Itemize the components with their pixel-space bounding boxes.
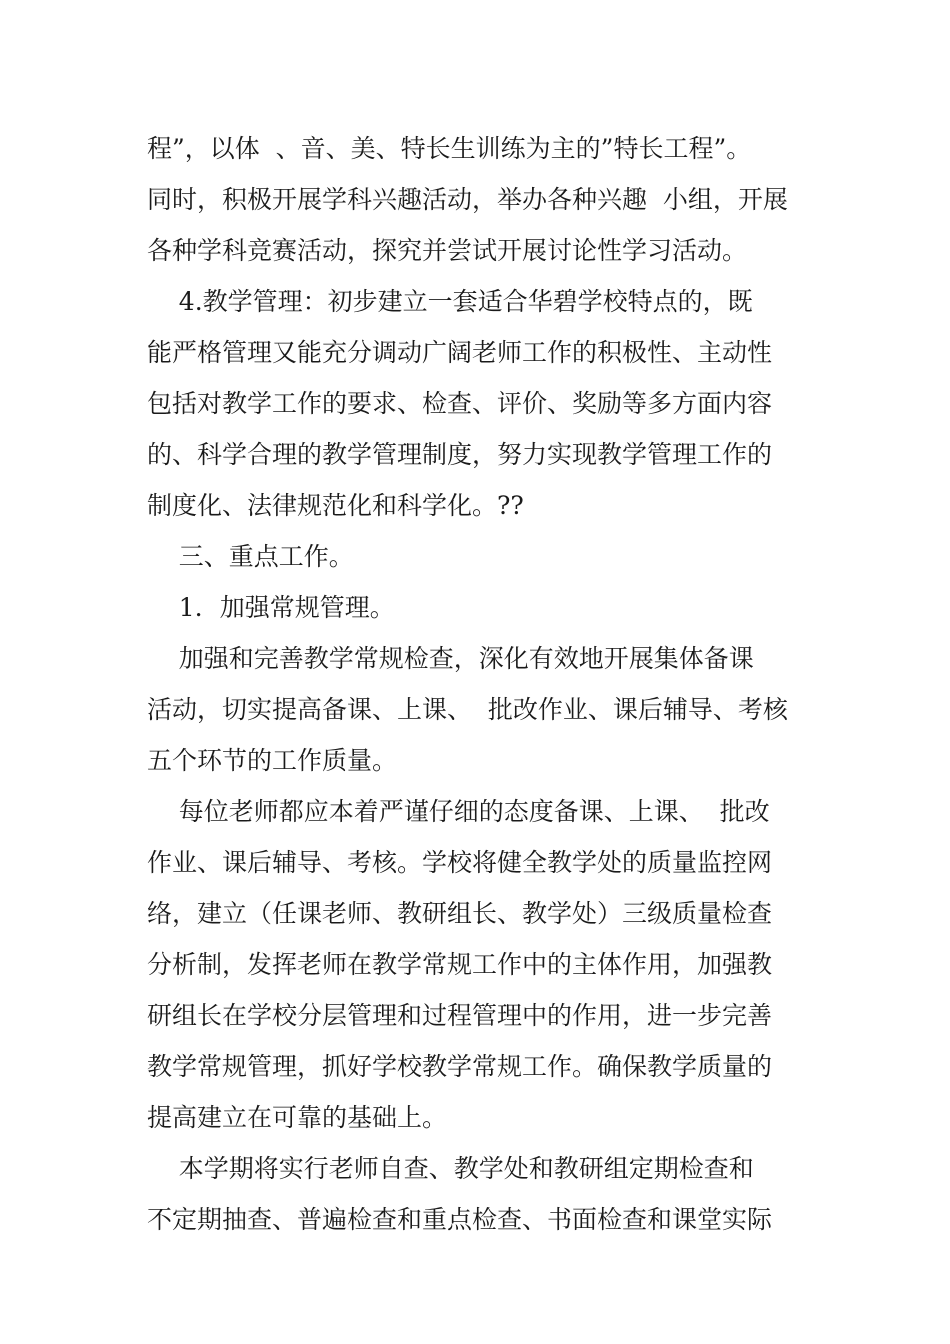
text-line: 加强和完善教学常规检查，深化有效地开展集体备课 — [147, 644, 754, 673]
text-line: 每位老师都应本着严谨仔细的态度备课、上课、 批改 — [147, 797, 770, 826]
text-line: 的、科学合理的教学管理制度，努力实现教学管理工作的 — [147, 440, 773, 469]
text-line: 同时，积极开展学科兴趣活动，举办各种兴趣 小组，开展 — [147, 185, 788, 214]
text-line: 4.教学管理：初步建立一套适合华碧学校特点的，既 — [147, 287, 753, 316]
text-line: 络，建立（任课老师、教研组长、教学处）三级质量检查 — [147, 899, 773, 928]
text-line: 作业、课后辅导、考核。学校将健全教学处的质量监控网 — [147, 848, 773, 877]
text-line: 程”，以体 、音、美、特长生训练为主的”特长工程”。 — [147, 134, 752, 163]
text-line: 活动，切实提高备课、上课、 批改作业、课后辅导、考核 — [147, 695, 788, 724]
text-line: 制度化、法律规范化和科学化。?? — [147, 491, 524, 520]
text-line: 本学期将实行老师自查、教学处和教研组定期检查和 — [147, 1154, 754, 1183]
text-line: 不定期抽查、普遍检查和重点检查、书面检查和课堂实际 — [147, 1205, 773, 1234]
text-line: 包括对教学工作的要求、检查、评价、奖励等多方面内容 — [147, 389, 773, 418]
text-line: 教学常规管理，抓好学校教学常规工作。确保教学质量的 — [147, 1052, 773, 1081]
subsection-heading: 1．加强常规管理。 — [147, 593, 395, 622]
text-line: 分析制，发挥老师在教学常规工作中的主体作用，加强教 — [147, 950, 773, 979]
text-line: 提高建立在可靠的基础上。 — [147, 1103, 448, 1132]
text-line: 研组长在学校分层管理和过程管理中的作用，进一步完善 — [147, 1001, 773, 1030]
document-body — [147, 123, 807, 1245]
text-line: 各种学科竞赛活动，探究并尝试开展讨论性学习活动。 — [147, 236, 748, 265]
section-heading: 三、重点工作。 — [147, 542, 354, 571]
text-line: 能严格管理又能充分调动广阔老师工作的积极性、主动性 — [147, 338, 773, 367]
text-line: 五个环节的工作质量。 — [147, 746, 398, 775]
